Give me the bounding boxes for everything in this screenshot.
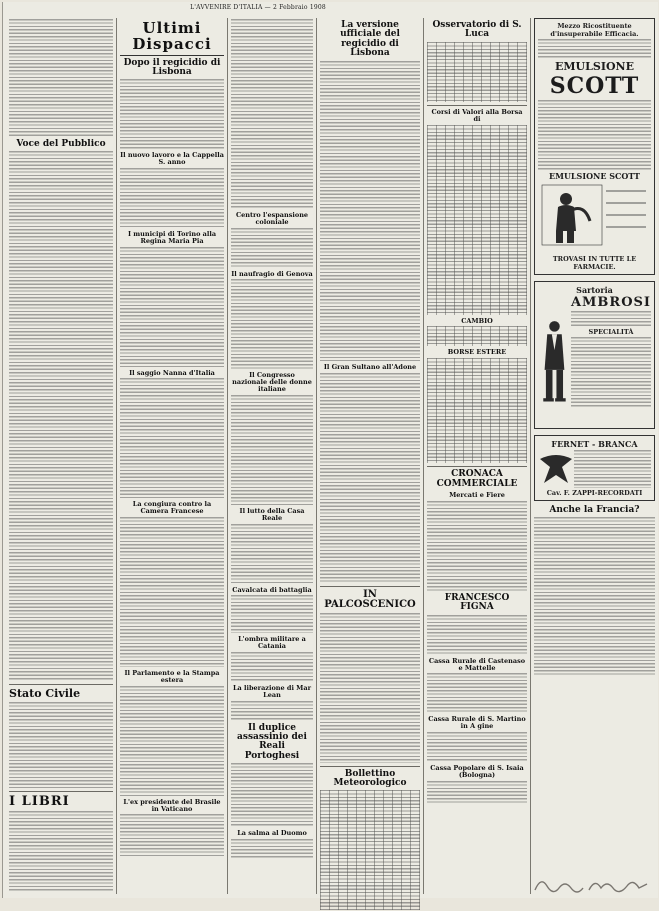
- column-3-heading-9: La salma al Duomo: [237, 829, 307, 838]
- ad-scott-bottom: EMULSIONE SCOTT: [549, 171, 640, 181]
- column-1: [9, 18, 113, 892]
- column-1-heading-2: Stato Civile: [9, 687, 81, 701]
- article-text: [120, 814, 224, 856]
- masthead: L'AVVENIRE D'ITALIA — 2 Febbraio 1908: [190, 4, 326, 11]
- signature-icon: [531, 874, 651, 898]
- column-5-heading-2: Corsi di Valori alla Borsa di: [431, 107, 523, 123]
- article-text: [320, 373, 420, 583]
- ad-scott-foot: TROVASI IN TUTTE LE FARMACIE.: [552, 255, 637, 271]
- ad-ambrosi-sub: SPECIALITÀ: [588, 328, 634, 336]
- column-2: [120, 18, 224, 857]
- column-3-heading-7: La liberazione di Mar Lean: [232, 683, 312, 699]
- column-5-heading-3: CAMBIO: [461, 316, 493, 325]
- article-text: [427, 673, 527, 713]
- article-text: [231, 595, 313, 633]
- column-3-heading-2: Il naufragio di Genova: [231, 269, 313, 278]
- column-1-heading-1: Voce del Pubblico: [16, 139, 106, 149]
- column-rule: [530, 18, 531, 894]
- column-2-heading-2: Il nuovo lavoro e la Cappella S. anno: [120, 151, 224, 167]
- column-2-heading-7: L'ex presidente del Brasile in Vaticano: [123, 797, 221, 813]
- observatory-table: [427, 42, 527, 102]
- foreign-exchange-table: [427, 358, 527, 463]
- column-5-heading-5: CRONACA COMMERCIALE: [436, 469, 518, 489]
- column-2-title: Ultimi Dispacci: [120, 21, 224, 56]
- article-text: [9, 151, 113, 681]
- column-5-heading-8: Cassa Rurale di Castenaso e Mattelle: [428, 656, 526, 672]
- article-text: [427, 781, 527, 805]
- ad-fernet-name: FERNET - BRANCA: [551, 439, 638, 449]
- column-4-heading-2: Il Gran Sultano all'Adone: [323, 362, 417, 371]
- article-text: [9, 19, 113, 137]
- stock-table: [427, 125, 527, 315]
- column-rule: [316, 18, 317, 894]
- column-5-heading-7: FRANCESCO FIGNA: [444, 592, 510, 613]
- article-text: [120, 168, 224, 228]
- column-2-heading-3: I municipi di Torino alla Regina Maria Pia: [127, 230, 217, 245]
- advertisement-ambrosi: [534, 281, 655, 429]
- ad-ambrosi-name: AMBROSI: [570, 295, 651, 310]
- exchange-table: [427, 326, 527, 346]
- column-2-heading-4: Il saggio Nanna d'Italia: [129, 368, 215, 377]
- article-text: [120, 247, 224, 367]
- ad-fernet-sub: Cav. F. ZAPPI-RECORDATI: [546, 489, 643, 497]
- article-text: [427, 501, 527, 591]
- advertisement-scott: [534, 18, 655, 275]
- column-3-heading-3: Il Congresso nazionale delle donne italiane: [232, 371, 312, 394]
- column-2-heading-1: Dopo il regicidio di Lisbona: [123, 57, 221, 77]
- article-text: [120, 79, 224, 149]
- column-1-heading-3: I LIBRI: [9, 793, 70, 809]
- article-text: [427, 732, 527, 762]
- column-6: [534, 18, 655, 678]
- article-text: [120, 517, 224, 667]
- eagle-logo-icon: [538, 449, 574, 489]
- article-text: [231, 652, 313, 682]
- column-2-heading-6: Il Parlamento e la Stampa estera: [124, 669, 220, 684]
- column-6-heading: Anche la Francia?: [549, 505, 640, 515]
- article-text: [427, 615, 527, 655]
- ad-scott-brand: SCOTT: [549, 73, 640, 99]
- article-text: [231, 19, 313, 209]
- column-5-heading-4: BORSE ESTERE: [447, 348, 507, 357]
- column-rule: [227, 18, 228, 894]
- column-3-heading-5: Cavalcata di battaglia: [232, 585, 312, 594]
- article-text: [9, 811, 113, 891]
- column-5-heading-9: Cassa Rurale di S. Martino in A gine: [428, 715, 526, 731]
- column-3-heading-1: Centro l'espansione coloniale: [235, 211, 309, 226]
- column-rule: [116, 18, 117, 894]
- ad-scott-top: Mezzo Ricostituente d'insuperabile Efficacia.: [550, 22, 639, 38]
- gentleman-illustration-icon: [538, 295, 571, 425]
- column-5: [427, 18, 527, 806]
- article-text: [231, 524, 313, 584]
- column-4-heading-3: IN PALCOSCENICO: [324, 588, 416, 611]
- article-text: [534, 517, 655, 677]
- newspaper-page: [2, 2, 658, 898]
- column-4-heading-1: La versione ufficiale del regicidio di Lisbona: [340, 20, 400, 59]
- ad-ambrosi-top: Sartoria: [576, 285, 613, 295]
- article-text: [120, 378, 224, 498]
- column-5-heading-1: Osservatorio di S. Luca: [432, 20, 522, 40]
- article-text: [231, 228, 313, 268]
- article-text: [231, 701, 313, 721]
- column-3-heading-4: Il lutto della Casa Reale: [239, 506, 305, 522]
- column-2-heading-5: La congiura contro la Camera Francese: [132, 500, 212, 516]
- column-3-heading-6: L'ombra militare a Catania: [238, 635, 306, 651]
- column-3: [231, 18, 313, 860]
- column-5-heading-10: Cassa Popolare di S. Isaia (Bologna): [430, 763, 524, 779]
- article-text: [120, 686, 224, 796]
- article-text: [9, 702, 113, 788]
- advertisement-fernet: [534, 435, 655, 501]
- weather-table: [320, 790, 420, 910]
- article-text: [320, 61, 420, 361]
- article-text: [231, 763, 313, 827]
- ad-scott-name: EMULSIONE: [555, 60, 634, 73]
- article-text: [231, 395, 313, 505]
- article-text: [231, 839, 313, 859]
- column-5-heading-6: Mercati e Fiere: [449, 491, 505, 499]
- column-4-heading-4: Bollettino Meteorologico: [333, 768, 407, 788]
- handwritten-signature: [531, 874, 651, 902]
- fisherman-illustration-icon: [540, 181, 650, 251]
- article-text: [231, 279, 313, 369]
- article-text: [320, 613, 420, 763]
- column-4: [320, 18, 420, 911]
- column-3-heading-8: Il duplice assassinio dei Reali Portoghesi: [237, 722, 307, 761]
- column-rule: [423, 18, 424, 894]
